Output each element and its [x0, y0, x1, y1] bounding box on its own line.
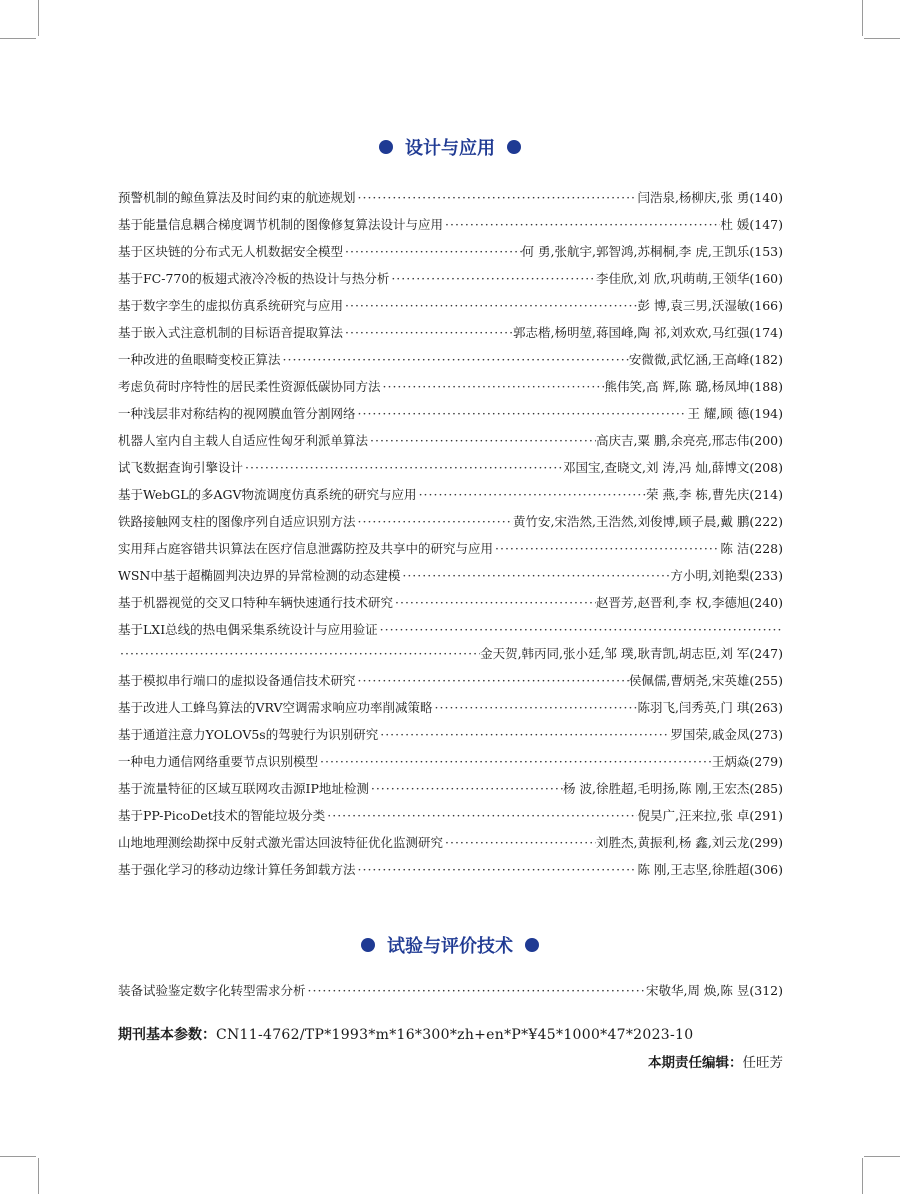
toc-entry: [118, 662, 783, 689]
toc-entry: [118, 770, 783, 797]
entry-title: 一种改进的鱼眼畸变校正算法: [118, 352, 281, 367]
entry-title: 基于能量信息耦合梯度调节机制的图像修复算法设计与应用: [118, 217, 444, 232]
dot-leader: [356, 406, 688, 422]
dot-leader: [368, 433, 596, 449]
entry-authors: 倪昊广,汪来拉,张 卓: [637, 808, 750, 823]
entry-page: (240): [749, 595, 783, 610]
entry-page: (214): [749, 487, 783, 502]
toc-entry: [118, 233, 783, 260]
toc-entry: [118, 797, 783, 824]
section-heading-testing: [0, 932, 900, 958]
entry-title: 基于LXI总线的热电偶采集系统设计与应用验证: [118, 622, 378, 637]
entry-title: 基于嵌入式注意机制的目标语音提取算法: [118, 325, 344, 340]
entry-page: (160): [749, 271, 783, 286]
toc-entry: [118, 260, 783, 287]
dot-leader: [417, 487, 646, 503]
crop-mark: [864, 1156, 900, 1157]
dot-leader: [343, 298, 637, 314]
entry-authors: 方小明,刘艳梨: [670, 568, 750, 583]
entry-authors: 刘胜杰,黄振利,杨 鑫,刘云龙: [595, 835, 750, 850]
entry-page: (147): [749, 217, 783, 232]
entry-title: 基于区块链的分布式无人机数据安全模型: [118, 244, 344, 259]
entry-authors: 李佳欣,刘 欣,巩萌萌,王领华: [595, 271, 750, 286]
entry-title: 试飞数据查询引擎设计: [118, 460, 244, 475]
entry-authors: 王炳焱: [711, 754, 750, 769]
entry-page: (263): [749, 700, 783, 715]
dot-leader: [433, 700, 638, 716]
entry-title: 一种浅层非对称结构的视网膜血管分割网络: [118, 406, 356, 421]
dot-leader: [443, 835, 596, 851]
entry-title: 基于PP-PicoDet技术的智能垃圾分类: [118, 808, 326, 823]
dot-leader: [393, 595, 596, 611]
crop-mark: [38, 0, 39, 36]
dot-leader: [389, 271, 596, 287]
crop-mark: [0, 1156, 36, 1157]
entry-page: (182): [749, 352, 783, 367]
entry-authors: 安微微,武忆涵,王高峰: [628, 352, 750, 367]
section-title: 试验与评价技术: [387, 936, 513, 957]
crop-mark: [864, 38, 900, 39]
entry-authors: 荣 燕,李 栋,曹先庆: [645, 487, 750, 502]
toc-entry: [118, 824, 783, 851]
dot-leader: [356, 673, 629, 689]
entry-authors: 何 勇,张航宇,郭智鸿,苏桐桐,李 虎,王凯乐: [521, 244, 750, 259]
toc-entry: [118, 503, 783, 530]
entry-authors: 王 耀,顾 德: [687, 406, 750, 421]
dot-leader: [493, 541, 720, 557]
entry-authors: 陈 刚,王志坚,徐胜超: [637, 862, 750, 877]
dot-leader: [356, 862, 638, 878]
dot-leader: [378, 622, 783, 638]
entry-title: 基于改进人工蜂鸟算法的VRV空调需求响应功率削减策略: [118, 700, 433, 715]
toc-entry: [118, 179, 783, 206]
dot-leader: [343, 244, 522, 260]
entry-title: 基于数字孪生的虚拟仿真系统研究与应用: [118, 298, 344, 313]
params-label: 期刊基本参数：: [118, 1027, 216, 1043]
entry-page: (233): [749, 568, 783, 583]
toc-entry: [118, 422, 783, 449]
entry-title: 基于模拟串行端口的虚拟设备通信技术研究: [118, 673, 356, 688]
dot-leader: [318, 754, 712, 770]
entry-page: (222): [749, 514, 783, 529]
section-heading-design: [0, 134, 900, 160]
dot-leader: [343, 325, 513, 341]
toc-entry: [118, 851, 783, 878]
entry-title: 一种电力通信网络重要节点识别模型: [118, 754, 319, 769]
entry-title: 考虑负荷时序特性的居民柔性资源低碳协同方法: [118, 379, 381, 394]
crop-mark: [862, 0, 863, 36]
bullet-dot-icon: [507, 140, 521, 154]
dot-leader: [369, 781, 563, 797]
entry-title: 基于强化学习的移动边缘计算任务卸载方法: [118, 862, 356, 877]
toc-entry: [118, 689, 783, 716]
entry-authors: 邓国宝,查晓文,刘 涛,冯 灿,薛博文: [563, 460, 750, 475]
toc-entry: [118, 743, 783, 770]
entry-authors: 郭志楷,杨明堃,蒋国峰,陶 祁,刘欢欢,马红强: [513, 325, 750, 340]
toc-entry: [118, 557, 783, 584]
toc-list-design: [118, 179, 783, 878]
toc-entry: [118, 341, 783, 368]
toc-entry: [118, 449, 783, 476]
toc-entry: [118, 611, 783, 638]
toc-entry: [118, 530, 783, 557]
dot-leader: [243, 460, 563, 476]
entry-page: (174): [749, 325, 783, 340]
section-title: 设计与应用: [405, 138, 495, 159]
entry-authors: 罗国荣,戚金凤: [670, 727, 750, 742]
entry-page: (312): [749, 983, 783, 998]
entry-title: 实用拜占庭容错共识算法在医疗信息泄露防控及共享中的研究与应用: [118, 541, 494, 556]
entry-page: (194): [749, 406, 783, 421]
toc-entry: [118, 584, 783, 611]
dot-leader: [118, 646, 480, 662]
bullet-dot-icon: [525, 938, 539, 952]
crop-mark: [38, 1158, 39, 1194]
toc-entry: [118, 314, 783, 341]
entry-authors: 彭 博,袁三男,沃湿敏: [637, 298, 750, 313]
journal-parameters: [118, 1024, 783, 1044]
entry-authors: 金天贺,韩丙同,张小廷,邹 璞,耿青凯,胡志臣,刘 军: [480, 646, 750, 661]
entry-authors: 闫浩泉,杨柳庆,张 勇: [637, 190, 750, 205]
entry-title: 基于WebGL的多AGV物流调度仿真系统的研究与应用: [118, 487, 417, 502]
dot-leader: [378, 727, 670, 743]
params-value: CN11-4762/TP*1993*m*16*300*zh+en*P*¥45*1000*47*2023-10: [216, 1027, 694, 1043]
entry-page: (208): [749, 460, 783, 475]
dot-leader: [356, 190, 638, 206]
entry-authors: 侯佩儒,曹炳尧,宋英雄: [628, 673, 750, 688]
dot-leader: [325, 808, 637, 824]
entry-page: (188): [749, 379, 783, 394]
entry-page: (228): [749, 541, 783, 556]
entry-page: (299): [749, 835, 783, 850]
dot-leader: [400, 568, 670, 584]
dot-leader: [306, 983, 646, 999]
crop-mark: [0, 38, 36, 39]
dot-leader: [356, 514, 514, 530]
entry-authors: 黄竹安,宋浩然,王浩然,刘俊博,顾子晨,戴 鹏: [513, 514, 750, 529]
dot-leader: [281, 352, 629, 368]
bullet-dot-icon: [361, 938, 375, 952]
entry-title: 铁路接触网支柱的图像序列自适应识别方法: [118, 514, 356, 529]
bullet-dot-icon: [379, 140, 393, 154]
entry-page: (200): [749, 433, 783, 448]
entry-authors: 赵晋芳,赵晋利,李 权,李德旭: [595, 595, 750, 610]
entry-authors: 宋敬华,周 焕,陈 昱: [645, 983, 750, 998]
entry-title: 预警机制的鲸鱼算法及时间约束的航迹规划: [118, 190, 356, 205]
dot-leader: [443, 217, 720, 233]
entry-title: 山地地理测绘勘探中反射式激光雷达回波特征优化监测研究: [118, 835, 444, 850]
toc-entry: [118, 972, 783, 999]
entry-title: 基于通道注意力YOLOV5s的驾驶行为识别研究: [118, 727, 379, 742]
entry-title: 机器人室内自主载人自适应性匈牙利派单算法: [118, 433, 369, 448]
toc-entry: [118, 206, 783, 233]
entry-page: (285): [749, 781, 783, 796]
editor-label: 本期责任编辑：: [648, 1055, 743, 1071]
entry-page: (247): [749, 646, 783, 661]
entry-page: (255): [749, 673, 783, 688]
entry-authors: 杜 媛: [720, 217, 750, 232]
entry-page: (279): [749, 754, 783, 769]
toc-entry: [118, 368, 783, 395]
entry-title: WSN中基于超椭圆判决边界的异常检测的动态建模: [118, 568, 401, 583]
dot-leader: [381, 379, 605, 395]
crop-mark: [862, 1158, 863, 1194]
entry-title: 基于流量特征的区域互联网攻击源IP地址检测: [118, 781, 369, 796]
responsible-editor: [648, 1051, 783, 1071]
toc-entry: [118, 716, 783, 743]
editor-name: 任旺芳: [742, 1055, 783, 1071]
entry-page: (166): [749, 298, 783, 313]
entry-title: 装备试验鉴定数字化转型需求分析: [118, 983, 306, 998]
toc-entry-continued: [118, 638, 783, 662]
entry-page: (273): [749, 727, 783, 742]
entry-title: 基于FC-770的板翅式液冷冷板的热设计与热分析: [118, 271, 390, 286]
entry-page: (306): [749, 862, 783, 877]
entry-page: (291): [749, 808, 783, 823]
entry-page: (153): [749, 244, 783, 259]
entry-authors: 陈羽飞,闫秀英,门 琪: [637, 700, 750, 715]
entry-authors: 熊伟笑,高 辉,陈 璐,杨凤坤: [604, 379, 750, 394]
toc-entry: [118, 395, 783, 422]
entry-authors: 陈 洁: [720, 541, 750, 556]
toc-entry: [118, 476, 783, 503]
entry-authors: 高庆吉,粟 鹏,余亮亮,邢志伟: [595, 433, 750, 448]
toc-list-testing: [118, 972, 783, 999]
toc-entry: [118, 287, 783, 314]
entry-page: (140): [749, 190, 783, 205]
entry-authors: 杨 波,徐胜超,毛明扬,陈 刚,王宏杰: [563, 781, 750, 796]
entry-title: 基于机器视觉的交叉口特种车辆快速通行技术研究: [118, 595, 394, 610]
